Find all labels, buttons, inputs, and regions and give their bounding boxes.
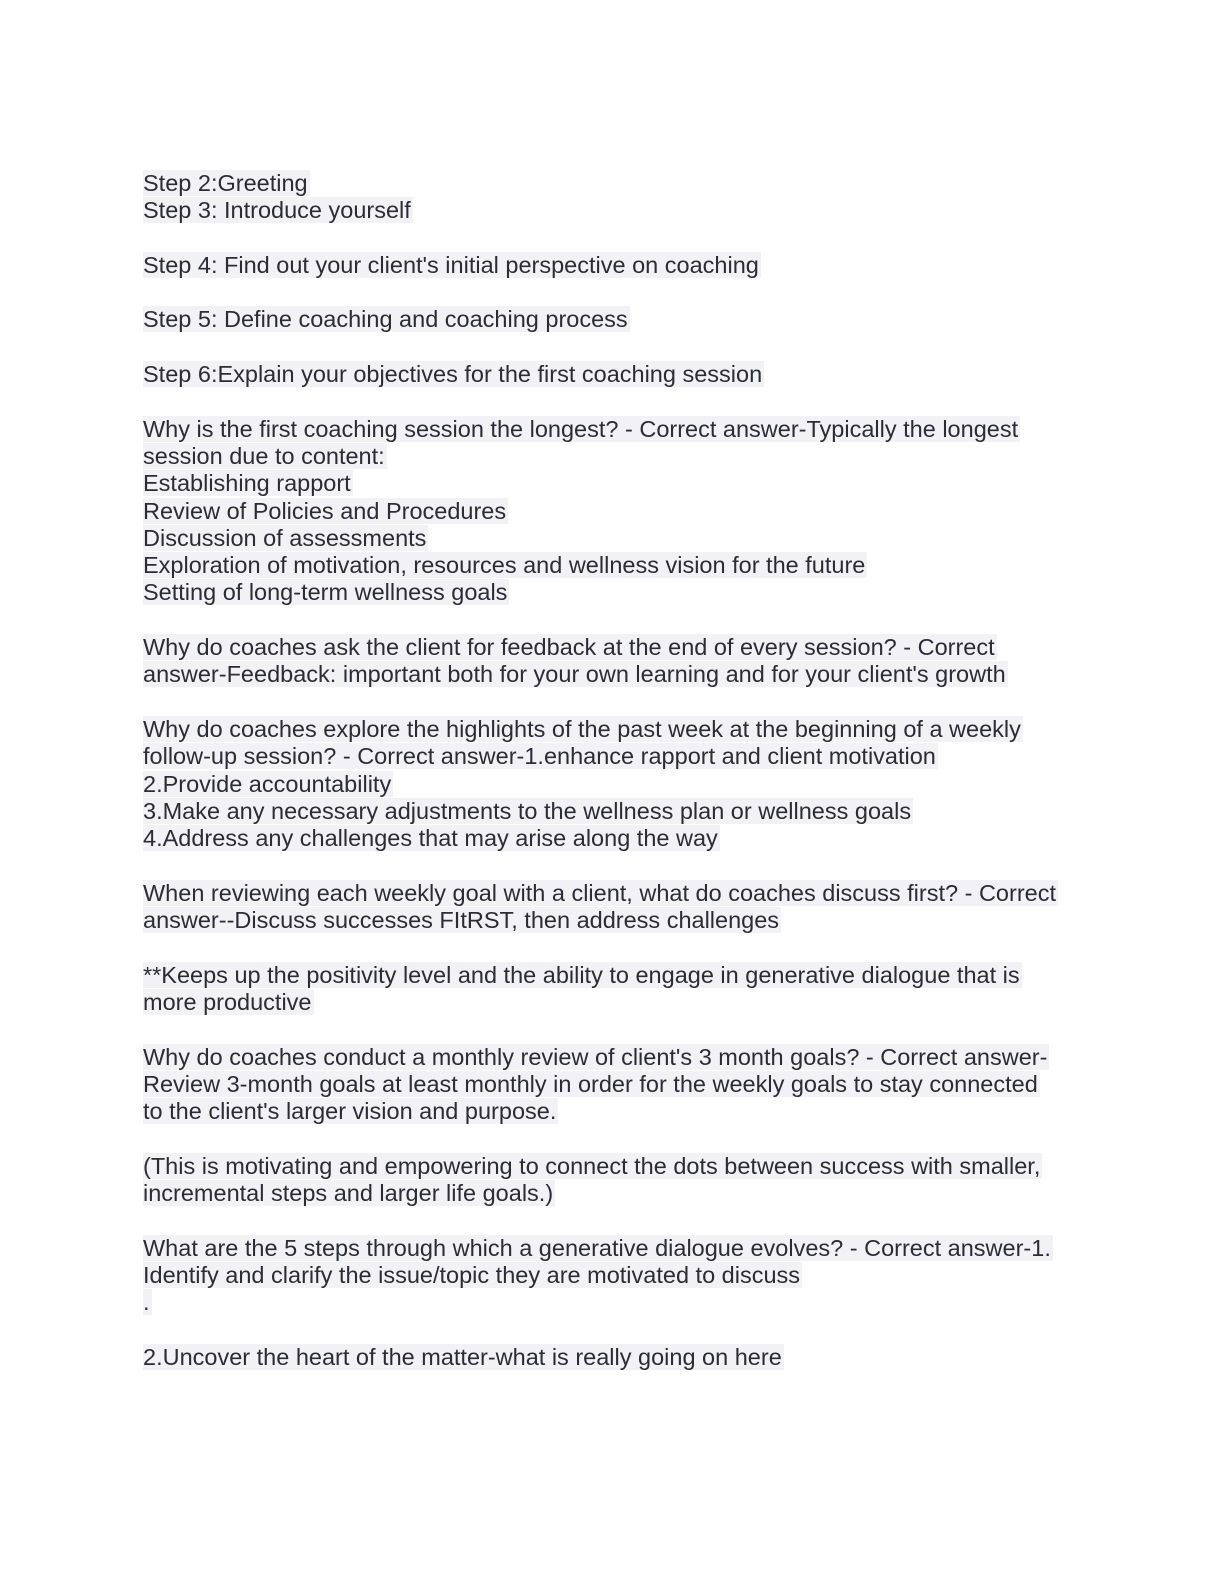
text-line <box>143 1262 1083 1289</box>
text-line <box>143 771 1083 798</box>
text-line-content: What are the 5 steps through which a generative dialogue evolves? - Correct answer-1. <box>143 1234 1051 1261</box>
text-line <box>143 1044 1083 1071</box>
text-line-content: Exploration of motivation, resources and wellness vision for the future <box>143 552 866 579</box>
text-line <box>143 661 1083 688</box>
text-line-content: Establishing rapport <box>143 470 351 497</box>
text-line-content: Step 3: Introduce yourself <box>143 197 411 224</box>
text-line-content: Step 4: Find out your client's initial perspective on coaching <box>143 251 759 278</box>
text-line-content: Step 2:Greeting <box>143 170 308 196</box>
text-line-content: Identify and clarify the issue/topic they are motivated to discuss <box>143 1261 801 1288</box>
blank-line <box>143 852 1083 879</box>
blank-line <box>143 607 1083 634</box>
blank-line <box>143 1207 1083 1234</box>
text-line <box>143 1071 1083 1098</box>
blank-line <box>143 689 1083 716</box>
text-line-content: Review 3-month goals at least monthly in order for the weekly goals to stay connected <box>143 1070 1038 1097</box>
text-line <box>143 552 1083 579</box>
text-line-content: **Keeps up the positivity level and the ability to engage in generative dialogue that is <box>143 961 1020 988</box>
text-line <box>143 907 1083 934</box>
blank-line <box>143 1125 1083 1152</box>
text-line-content: answer-Feedback: important both for your own learning and for your client's growth <box>143 661 1006 688</box>
text-line-content: Review of Policies and Procedures <box>143 497 507 524</box>
blank-line <box>143 1316 1083 1343</box>
text-line <box>143 1180 1083 1207</box>
text-line-content: 2.Provide accountability <box>143 770 392 797</box>
text-line-content: session due to content: <box>143 442 385 469</box>
text-line-content: . <box>143 1289 150 1316</box>
blank-line <box>143 934 1083 961</box>
text-line <box>143 361 1083 388</box>
text-line <box>143 1098 1083 1125</box>
text-line-content: to the client's larger vision and purpose. <box>143 1098 557 1125</box>
text-line <box>143 716 1083 743</box>
text-line <box>143 416 1083 443</box>
blank-line <box>143 279 1083 306</box>
text-line-content: (This is motivating and empowering to connect the dots between success with smaller, <box>143 1152 1041 1179</box>
text-line <box>143 989 1083 1016</box>
text-line-content: 4.Address any challenges that may arise along the way <box>143 825 718 852</box>
text-line-content: Discussion of assessments <box>143 524 427 551</box>
text-line-content: Step 5: Define coaching and coaching process <box>143 306 628 333</box>
text-line-content: 3.Make any necessary adjustments to the wellness plan or wellness goals <box>143 797 912 824</box>
text-line <box>143 306 1083 333</box>
text-line <box>143 962 1083 989</box>
text-line-content: When reviewing each weekly goal with a client, what do coaches discuss first? - Correct <box>143 879 1056 906</box>
blank-line <box>143 334 1083 361</box>
text-line <box>143 1153 1083 1180</box>
text-line <box>143 579 1083 606</box>
text-line-content: more productive <box>143 988 312 1015</box>
blank-line <box>143 388 1083 415</box>
blank-line <box>143 225 1083 252</box>
text-line <box>143 252 1083 279</box>
text-line-content: Why is the first coaching session the longest? - Correct answer-Typically the longest <box>143 415 1019 442</box>
document-body <box>143 170 1083 1371</box>
text-line <box>143 1344 1083 1371</box>
text-line-content: Why do coaches ask the client for feedback at the end of every session? - Correct <box>143 634 995 661</box>
text-line-content: Step 6:Explain your objectives for the first coaching session <box>143 361 763 388</box>
text-line <box>143 743 1083 770</box>
text-line <box>143 825 1083 852</box>
text-line <box>143 170 1083 197</box>
text-line-content: Why do coaches conduct a monthly review of client's 3 month goals? - Correct answer- <box>143 1043 1048 1070</box>
text-line <box>143 634 1083 661</box>
text-line-content: incremental steps and larger life goals.) <box>143 1179 554 1206</box>
text-line <box>143 197 1083 224</box>
blank-line <box>143 1016 1083 1043</box>
text-line <box>143 880 1083 907</box>
text-line-content: answer--Discuss successes FItRST, then address challenges <box>143 907 780 934</box>
text-line-content: Setting of long-term wellness goals <box>143 579 508 606</box>
text-line-content: follow-up session? - Correct answer-1.enhance rapport and client motivation <box>143 743 936 770</box>
text-line <box>143 525 1083 552</box>
text-line-content: 2.Uncover the heart of the matter-what is really going on here <box>143 1343 782 1370</box>
text-line <box>143 443 1083 470</box>
text-line <box>143 498 1083 525</box>
text-line-content: Why do coaches explore the highlights of the past week at the beginning of a weekly <box>143 715 1021 742</box>
text-line <box>143 1289 1083 1316</box>
text-line <box>143 1235 1083 1262</box>
text-line <box>143 798 1083 825</box>
text-line <box>143 470 1083 497</box>
